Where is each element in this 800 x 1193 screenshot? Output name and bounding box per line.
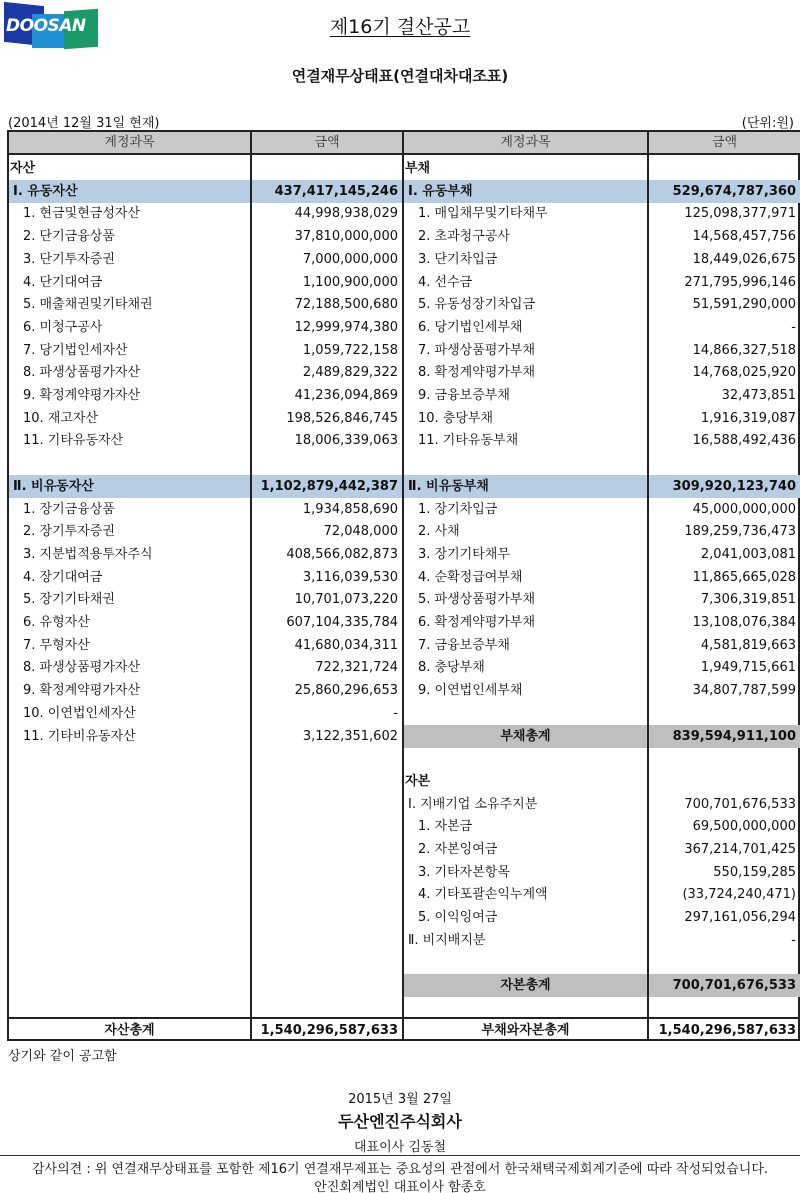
account-label: 9. 확정계약평가자산 xyxy=(23,388,140,403)
account-label: 8. 파생상품평가자산 xyxy=(23,660,140,676)
amount-value: 37,810,000,000 xyxy=(294,229,398,245)
table-row xyxy=(9,861,798,884)
total-liab-equity-label: 부채와자본총계 xyxy=(481,1023,570,1038)
table-row xyxy=(9,271,798,294)
amount-value xyxy=(649,157,800,180)
amount-value: 11,865,665,028 xyxy=(692,569,796,585)
account-label: Ⅰ. 유동부채 xyxy=(404,180,647,203)
amount-value: 722,321,724 xyxy=(315,660,398,676)
ceo-name: 대표이사 김동철 xyxy=(353,1140,447,1155)
account-label: 4. 장기대여금 xyxy=(23,569,103,585)
table-row xyxy=(9,407,798,430)
account-label: Ⅰ. 지배기업 소유주지분 xyxy=(408,796,538,812)
section-equity xyxy=(9,770,798,793)
closing-statement: 상기와 같이 공고함 xyxy=(8,1049,117,1064)
account-label: Ⅱ. 비유동자산 xyxy=(9,475,250,498)
account-label: 7. 파생상품평가부채 xyxy=(418,342,535,358)
amount-value: 189,259,736,473 xyxy=(684,524,796,540)
account-label: 4. 단기대여금 xyxy=(23,274,103,290)
table-row xyxy=(9,225,798,248)
amount-value: 69,500,000,000 xyxy=(692,819,796,835)
amount-value: 2,041,003,081 xyxy=(700,546,796,562)
amount-value: 41,236,094,869 xyxy=(294,388,398,403)
account-label: 5. 유동성장기차입금 xyxy=(418,297,535,313)
account-label: 9. 확정계약평가자산 xyxy=(23,683,140,699)
account-label: 2. 단기금융상품 xyxy=(23,229,115,245)
amount-value: 13,108,076,384 xyxy=(692,615,796,630)
table-row xyxy=(9,202,798,225)
table-row xyxy=(9,883,798,906)
as-of-date: (2014년 12월 31일 현재) xyxy=(8,116,160,131)
table-row xyxy=(9,566,798,589)
amount-value: 7,306,319,851 xyxy=(700,592,796,608)
account-label: 11. 기타비유동자산 xyxy=(23,728,136,744)
account-label: 3. 단기차입금 xyxy=(418,251,498,267)
amount-value: 700,701,676,533 xyxy=(649,974,800,997)
account-label: 9. 이연법인세부채 xyxy=(418,683,523,699)
account-label: 7. 당기법인세자산 xyxy=(23,342,128,358)
account-label: 7. 금융보증부채 xyxy=(418,637,510,653)
account-label: 2. 장기투자증권 xyxy=(23,524,115,540)
table-row xyxy=(9,588,798,611)
account-label: 부채 xyxy=(405,161,431,176)
amount-value: 10,701,073,220 xyxy=(294,592,398,608)
amount-value: 72,048,000 xyxy=(323,524,398,540)
company-name: 두산엔진주식회사 xyxy=(338,1112,462,1131)
amount-value: 3,116,039,530 xyxy=(302,569,398,585)
amount-value: 34,807,787,599 xyxy=(692,683,796,699)
account-label: 6. 미청구공사 xyxy=(23,319,103,335)
amount-value: - xyxy=(393,705,398,721)
amount-value: 45,000,000,000 xyxy=(692,501,796,517)
header-account-left: 계정과목 xyxy=(9,132,250,155)
account-label: 1. 장기차입금 xyxy=(418,501,498,517)
account-label: 1. 자본금 xyxy=(418,819,473,835)
table-row xyxy=(9,838,798,861)
amount-value: 1,100,900,000 xyxy=(302,274,398,290)
amount-value: 4,581,819,663 xyxy=(700,637,796,653)
amount-value: 198,526,846,745 xyxy=(286,410,398,426)
account-label: 8. 파생상품평가자산 xyxy=(23,365,140,381)
account-label: 5. 파생상품평가부채 xyxy=(418,592,535,608)
logo-text: DOOSAN xyxy=(6,16,86,36)
liabilities-total-row xyxy=(9,725,798,748)
page-title: 제16기 결산공고 xyxy=(329,16,471,38)
amount-value: 14,768,025,920 xyxy=(692,365,796,381)
account-label: 4. 순확정급여부채 xyxy=(418,569,523,585)
amount-value: 408,566,082,873 xyxy=(286,546,398,562)
account-label: 자본 xyxy=(405,773,431,789)
amount-value: 309,920,123,740 xyxy=(649,475,800,498)
noncurrent-liabilities-row xyxy=(9,475,798,498)
amount-value: 1,949,715,661 xyxy=(700,660,796,676)
amount-value: 1,059,722,158 xyxy=(302,342,398,358)
amount-value: 1,916,319,087 xyxy=(700,410,796,426)
amount-value: 51,591,290,000 xyxy=(692,297,796,313)
table-row xyxy=(9,316,798,339)
total-assets-label: 자산총계 xyxy=(104,1023,155,1038)
equity-total-row xyxy=(9,974,798,997)
header-amount-left: 금액 xyxy=(252,132,402,155)
publication-date: 2015년 3월 27일 xyxy=(348,1092,452,1107)
account-label: 5. 매출채권및기타채권 xyxy=(23,297,153,313)
amount-value: 1,102,879,442,387 xyxy=(252,475,402,498)
account-label: 7. 무형자산 xyxy=(23,637,90,653)
amount-value: 72,188,500,680 xyxy=(294,297,398,313)
parent-equity-row xyxy=(9,793,798,816)
amount-value: 18,449,026,675 xyxy=(692,251,796,267)
account-label: 1. 현금및현금성자산 xyxy=(23,206,140,222)
auditor: 안진회계법인 대표이사 함종호 xyxy=(314,1180,486,1193)
table-row xyxy=(9,679,798,702)
amount-value: 437,417,145,246 xyxy=(252,180,402,203)
account-label: 8. 충당부채 xyxy=(418,660,485,676)
amount-value: 16,588,492,436 xyxy=(692,433,796,449)
amount-value: 32,473,851 xyxy=(721,388,796,403)
account-label: Ⅰ. 유동자산 xyxy=(9,180,250,203)
section-liabilities xyxy=(9,157,798,180)
header-amount-right: 금액 xyxy=(649,132,800,155)
table-row xyxy=(9,339,798,362)
total-liab-equity-amount: 1,540,296,587,633 xyxy=(658,1023,796,1038)
account-label: 6. 확정계약평가부채 xyxy=(418,615,535,630)
account-label: 3. 지분법적용투자주식 xyxy=(23,546,153,562)
account-label: 11. 기타유동부채 xyxy=(418,433,519,449)
statement-title: 연결재무상태표(연결대차대조표) xyxy=(291,67,509,85)
table-row xyxy=(9,702,798,725)
table-row xyxy=(9,248,798,271)
amount-value: 700,701,676,533 xyxy=(684,796,796,812)
amount-value: 14,568,457,756 xyxy=(692,229,796,245)
account-label: 6. 유형자산 xyxy=(23,615,90,630)
amount-value: - xyxy=(791,932,796,948)
table-row xyxy=(9,906,798,929)
account-label: 2. 초과청구공사 xyxy=(418,229,510,245)
table-row xyxy=(9,634,798,657)
amount-value: 44,998,938,029 xyxy=(294,206,398,222)
amount-value: 550,159,285 xyxy=(713,864,796,880)
amount-value: 125,098,377,971 xyxy=(684,206,796,222)
amount-value: 271,795,996,146 xyxy=(684,274,796,290)
balance-sheet-table xyxy=(7,130,800,1041)
current-liabilities-row xyxy=(9,180,798,203)
account-label: 4. 선수금 xyxy=(418,274,473,290)
account-label: 4. 기타포괄손익누계액 xyxy=(418,887,548,903)
account-label: 자본총계 xyxy=(404,974,647,997)
account-label: Ⅱ. 비유동부채 xyxy=(404,475,647,498)
table-row xyxy=(9,361,798,384)
account-label: 9. 금융보증부채 xyxy=(418,388,510,403)
amount-value: 297,161,056,294 xyxy=(684,910,796,926)
amount-value: 18,006,339,063 xyxy=(294,433,398,449)
account-label: 1. 장기금융상품 xyxy=(23,501,115,517)
amount-value: 41,680,034,311 xyxy=(294,637,398,653)
account-label: 11. 기타유동자산 xyxy=(23,433,124,449)
account-label: Ⅱ. 비지배지분 xyxy=(408,932,486,948)
nci-row xyxy=(9,929,798,952)
grand-total-row xyxy=(9,1017,798,1041)
table-row xyxy=(9,656,798,679)
amount-value: 7,000,000,000 xyxy=(302,251,398,267)
table-row xyxy=(9,611,798,634)
account-label: 5. 이익잉여금 xyxy=(418,910,498,926)
account-label: 3. 단기투자증권 xyxy=(23,251,115,267)
table-row xyxy=(9,498,798,521)
amount-value: 12,999,974,380 xyxy=(294,319,398,335)
amount-value: 2,489,829,322 xyxy=(302,365,398,381)
amount-value: (33,724,240,471) xyxy=(682,887,796,903)
amount-value: 529,674,787,360 xyxy=(649,180,800,203)
divider xyxy=(0,1155,800,1156)
header-account-right: 계정과목 xyxy=(404,132,647,155)
total-assets-amount: 1,540,296,587,633 xyxy=(260,1023,398,1038)
amount-value: - xyxy=(791,319,796,335)
amount-value: 14,866,327,518 xyxy=(692,342,796,358)
account-label: 3. 장기기타채무 xyxy=(418,546,510,562)
table-row xyxy=(9,384,798,407)
table-row xyxy=(9,815,798,838)
account-label: 10. 재고자산 xyxy=(23,410,99,426)
account-label: 8. 확정계약평가부채 xyxy=(418,365,535,381)
table-row xyxy=(9,520,798,543)
account-label: 5. 장기기타채권 xyxy=(23,592,115,608)
amount-value: 25,860,296,653 xyxy=(294,683,398,699)
audit-opinion: 감사의견 : 위 연결재무상태표를 포함한 제16기 연결재무제표는 중요성의 관점에서 한국채택국제회계기준에 따라 작성되었습니다. xyxy=(31,1162,769,1177)
amount-value: 3,122,351,602 xyxy=(302,728,398,744)
table-row xyxy=(9,429,798,452)
account-label: 10. 충당부채 xyxy=(418,410,494,426)
account-label: 부채총계 xyxy=(404,725,647,748)
account-label: 2. 자본잉여금 xyxy=(418,842,498,857)
amount-value: 367,214,701,425 xyxy=(684,842,796,857)
account-label: 1. 매입채무및기타채무 xyxy=(418,206,548,222)
unit-note: (단위:원) xyxy=(741,116,794,131)
table-row xyxy=(9,543,798,566)
table-row xyxy=(9,293,798,316)
account-label: 10. 이연법인세자산 xyxy=(23,705,136,721)
amount-value xyxy=(649,770,800,793)
account-label: 6. 당기법인세부채 xyxy=(418,319,523,335)
account-label: 2. 사채 xyxy=(418,524,460,540)
account-label: 3. 기타자본항목 xyxy=(418,864,510,880)
amount-value: 839,594,911,100 xyxy=(649,725,800,748)
amount-value: 607,104,335,784 xyxy=(286,615,398,630)
amount-value: 1,934,858,690 xyxy=(302,501,398,517)
account-label: 자산 xyxy=(10,161,36,176)
